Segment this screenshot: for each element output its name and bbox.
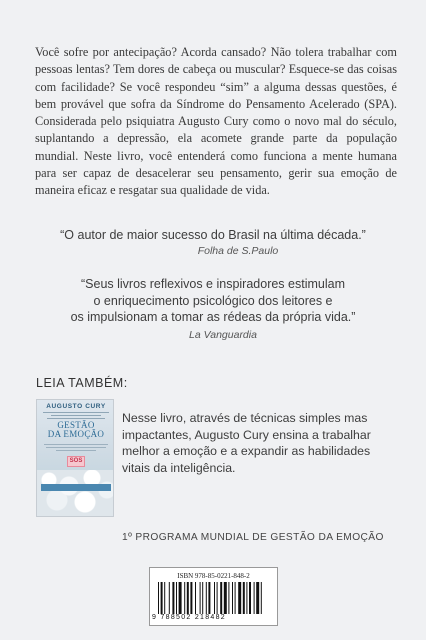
quote-folha <box>20 228 406 257</box>
cover-text-line <box>56 450 96 451</box>
barcode-bar <box>195 582 196 614</box>
barcode-bar <box>220 582 222 614</box>
barcode-bar <box>158 582 159 614</box>
cover-text-line <box>51 415 101 416</box>
barcode-bar <box>232 582 233 614</box>
cover-text-line <box>47 418 105 419</box>
barcode-bar <box>206 582 207 614</box>
barcode-bar <box>187 582 189 614</box>
quote-line: o enriquecimento psicológico dos leitores e <box>93 293 333 308</box>
cover-band <box>41 484 111 491</box>
barcode-block <box>149 567 278 626</box>
barcode-digits: 9 788502 218482 <box>152 614 226 621</box>
barcode-bar <box>254 582 255 614</box>
book-title-line: GESTÃO <box>57 420 95 430</box>
quote-text: “O autor de maior sucesso do Brasil na última década.” <box>60 228 366 242</box>
programa-tagline: 1º PROGRAMA MUNDIAL DE GESTÃO DA EMOÇÃO <box>122 532 384 543</box>
quote-line: os impulsionam a tomar as rédeas da própria vida.” <box>70 310 356 324</box>
barcode-bar <box>243 582 245 614</box>
barcode-bar <box>224 582 227 614</box>
barcode-bar <box>246 582 247 614</box>
barcode-bar <box>184 582 185 614</box>
book-title-line: DA EMOÇÃO <box>47 429 105 439</box>
barcode-bar <box>161 582 163 614</box>
book-author: AUGUSTO CURY <box>46 403 106 410</box>
barcode-bar <box>164 582 165 614</box>
quote-source: Folha de S.Paulo <box>197 245 279 257</box>
barcode-bar <box>238 582 241 614</box>
cover-text-line <box>43 412 109 413</box>
cover-text-line <box>44 444 108 445</box>
leia-tambem-heading: LEIA TAMBÉM: <box>36 376 128 390</box>
barcode-bar <box>190 582 192 614</box>
barcode-bar <box>202 582 203 614</box>
barcode-bar <box>176 582 177 614</box>
barcode-bar <box>200 582 201 614</box>
barcode-bar <box>261 582 262 614</box>
barcode-bar <box>169 582 170 614</box>
quote-la-vanguardia <box>20 276 406 343</box>
barcode-bar <box>235 582 236 614</box>
cover-text-line <box>46 447 106 448</box>
quote-source: La Vanguardia <box>189 328 257 341</box>
barcode-bar <box>256 582 259 614</box>
crumpled-paper-image <box>37 470 114 517</box>
barcode-bar <box>228 582 229 614</box>
quote-line: “Seus livros reflexivos e inspiradores estimulam <box>81 277 345 291</box>
blurb-text: Você sofre por antecipação? Acorda cansado? Não tolera trabalhar com pessoas lentas? Tem dores de cabeça ou muscular? Esquece-se das coisas com facilidade? Se você respondeu “sim” a alguma dessas questões, é bem provável que sofra da Síndrome do Pensamento Acelerado (SPA). Considerada pelo psiquiatra Augusto Cury como o novo mal do século, suplantando a depressão, ela acomete grande parte da população mundial. Neste livro, você entenderá como funciona a mente humana para ser capaz de desacelerar seu pensamento, gerir sua emoção de maneira eficaz e resgatar sua qualidade de vida. <box>35 45 397 198</box>
book-cover-thumbnail <box>36 399 114 517</box>
barcode-bar <box>217 582 218 614</box>
barcode-bars <box>158 582 269 614</box>
barcode-bar <box>172 582 174 614</box>
sos-label: SOS <box>67 456 85 467</box>
barcode-bar <box>179 582 182 614</box>
book-title <box>37 421 114 439</box>
barcode-bar <box>249 582 251 614</box>
book-description: Nesse livro, através de técnicas simples mas impactantes, Augusto Cury ensina a trabalhar melhor a emoção e a expandir as habilidades vitais da inteligência. <box>122 411 371 475</box>
barcode-bar <box>208 582 210 614</box>
barcode-bar <box>214 582 215 614</box>
isbn-text: ISBN 978-85-0221-848-2 <box>177 572 250 580</box>
